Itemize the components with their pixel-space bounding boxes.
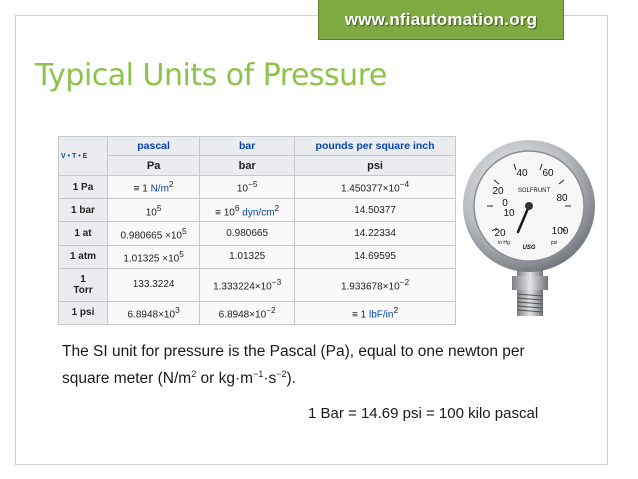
header-psi[interactable]: pounds per square inch	[295, 137, 456, 156]
table-row	[59, 268, 456, 301]
row-label: 1 Pa	[59, 176, 108, 199]
gauge-unit-inhg: in Hg	[498, 240, 510, 246]
symbol-bar: bar	[200, 156, 295, 176]
gauge-tick-80: 80	[556, 193, 568, 204]
site-banner: www.nfiautomation.org	[318, 0, 564, 40]
cell-bar: 0.980665	[200, 222, 295, 245]
row-label: 1 atm	[59, 245, 108, 268]
row-label: 1 psi	[59, 301, 108, 324]
symbol-psi: psi	[295, 156, 456, 176]
cell-pa: $1.01325 \times 10^5$	[108, 245, 200, 268]
gauge-tick-40: 40	[516, 168, 528, 179]
cell-pa: ≡ 1 $N/m^2$	[108, 176, 200, 199]
row-label: 1 at	[59, 222, 108, 245]
cell-bar: $6.8948\times 10^{-2}$	[200, 301, 295, 324]
cell-bar: ≡ $10^6$ dyn/$cm^2$	[200, 199, 295, 222]
gauge-logo: USG	[522, 245, 536, 251]
cell-pa: 133.3224	[108, 268, 200, 301]
cell-psi: $1.933678\times 10^{-2}$	[295, 268, 456, 301]
row-label: 1 Torr	[59, 268, 108, 301]
symbol-pa: Pa	[108, 156, 200, 176]
header-pascal[interactable]: pascal	[108, 137, 200, 156]
cell-pa: $0.980665 \times 10^5$	[108, 222, 200, 245]
pressure-gauge-image	[462, 136, 596, 318]
page-title: Typical Units of Pressure	[35, 58, 387, 93]
table-row	[59, 222, 456, 245]
table-row	[59, 301, 456, 324]
table-row	[59, 199, 456, 222]
cell-bar: $10^{-5}$	[200, 176, 295, 199]
cell-psi: 14.22334	[295, 222, 456, 245]
gauge-tick-0: 0	[502, 198, 508, 209]
gauge-unit-psi: psi	[550, 240, 558, 246]
cell-psi: 14.50377	[295, 199, 456, 222]
pound-force-link[interactable]: lbF/in	[368, 309, 394, 321]
table-row	[59, 176, 456, 199]
gauge-tick-30: 20	[494, 228, 506, 239]
gauge-tick-20: 20	[492, 186, 504, 197]
gauge-tick-10: 10	[503, 208, 515, 219]
vte-links[interactable]: V • T • E	[59, 137, 108, 176]
cell-bar: 1.01325	[200, 245, 295, 268]
header-bar[interactable]: bar	[200, 137, 295, 156]
gauge-brand: SOLFRUNT	[517, 188, 551, 194]
newton-link[interactable]: N/m	[150, 183, 169, 195]
gauge-pivot	[525, 202, 533, 210]
cell-psi: ≡ 1 lbF/$in^2$	[295, 301, 456, 324]
cell-psi: $1.450377\times 10^{-4}$	[295, 176, 456, 199]
gauge-tick-100: 100	[551, 226, 569, 237]
cell-bar: $1.333224\times 10^{-3}$	[200, 268, 295, 301]
row-label: 1 bar	[59, 199, 108, 222]
cell-pa: $6.8948\times 10^3$	[108, 301, 200, 324]
cell-pa: $10^5$	[108, 199, 200, 222]
pressure-units-table	[58, 136, 456, 325]
conversion-equation: 1 Bar = 14.69 psi = 100 kilo pascal	[308, 405, 539, 422]
gauge-tick-60: 60	[542, 168, 554, 179]
dyne-link[interactable]: dyn/cm	[239, 207, 275, 219]
cell-psi: 14.69595	[295, 245, 456, 268]
table-row	[59, 245, 456, 268]
si-unit-description: The SI unit for pressure is the Pascal (Pa), equal to one newton per square meter ($N/m^2$ or $kg\cdot m^{-1}\cdot s^{-2}$).	[62, 343, 525, 388]
